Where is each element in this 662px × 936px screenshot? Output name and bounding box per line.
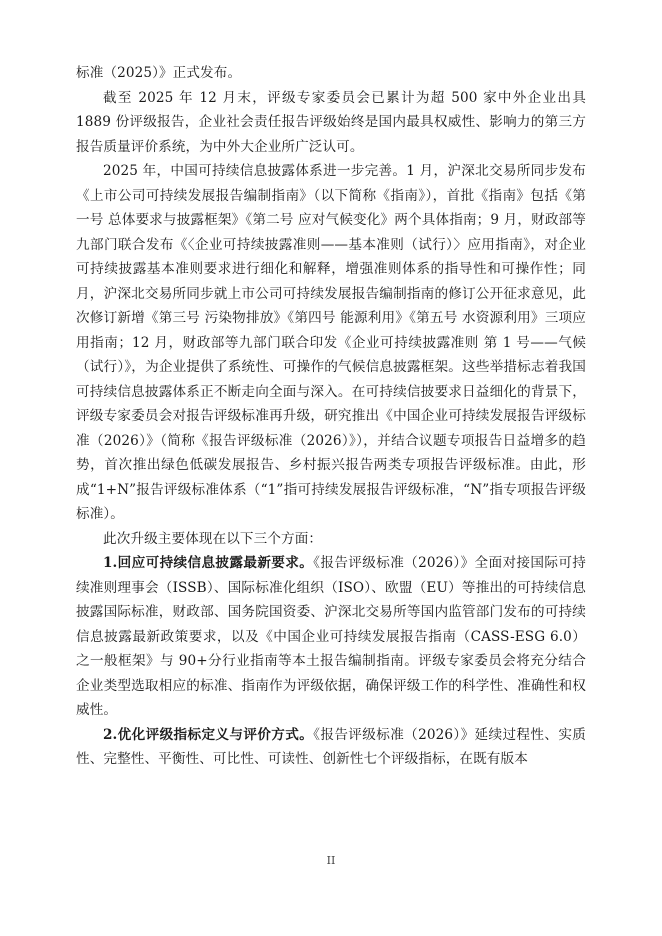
paragraph-disclosure-system	[76, 159, 586, 527]
paragraph-text: 《报告评级标准（2026）》全面对接国际可持续准则理事会（ISSB）、国际标准化组织（ISO）、欧盟（EU）等推出的可持续信息披露国际标准，财政部、国务院国资委、沪深北交易所等国内监管部门发布的可持续信息披露最新政策要求，以及《中国企业可持续发展报告指南（CASS-ESG 6.0）之一般框架》与 90+分行业指南等本土报告编制指南。评级专家委员会将充分结合企业类型选取相应的标准、指南作为评级依据，确保评级工作的科学性、准确性和权威性。	[76, 555, 586, 718]
paragraph-text: 截至 2025 年 12 月末，评级专家委员会已累计为超 500 家中外企业出具 1889 份评级报告，企业社会责任报告评级始终是国内最具权威性、影响力的第三方报告质量评价系统，为中外大企业所广泛认可。	[76, 89, 586, 155]
paragraph-continuation	[76, 61, 586, 86]
point-heading: 2.优化评级指标定义与评价方式。	[103, 726, 314, 743]
point-heading: 1.回应可持续信息披露最新要求。	[103, 555, 314, 571]
paragraph-text: 《报告评级标准（2026）》延续过程性、实质性、完整性、平衡性、可比性、可读性、创新性七个评级指标，在既有版本	[76, 726, 586, 767]
paragraph-text: 标准（2025）》正式发布。	[76, 65, 242, 81]
paragraph-text: 2025 年，中国可持续信息披露体系进一步完善。1 月，沪深北交易所同步发布《上市公司可持续发展报告编制指南》（以下简称《指南》），首批《指南》包括《第一号 总体要求与披露框架》《第二号 应对气候变化》两个具体指南；9 月，财政部等九部门联合发布《〈企业可持续披露准则——基本准则（试行）〉应用指南》，对企业可持续披露基本准则要求进行细化和解释，增强准则体系的指导性和可操作性；同月，沪深北交易所同步就上市公司可持续发展报告编制指南的修订公开征求意见，此次修订新增《第三号 污染物排放》《第四号 能源利用》《第五号 水资源利用》三项应用指南；12 月，财政部等九部门联合印发《企业可持续披露准则 第 1 号——气候（试行）》，为企业提供了系统性、可操作的气候信息披露框架。这些举措标志着我国可持续信息披露体系正不断走向全面与深入。在可持续信披要求日益细化的背景下，评级专家委员会对报告评级标准再升级，研究推出《中国企业可持续发展报告评级标准（2026）》（简称《报告评级标准（2026）》），并结合议题专项报告日益增多的趋势，首次推出绿色低碳发展报告、乡村振兴报告两类专项报告评级标准。由此，形成“1+N”报告评级标准体系（“1”指可持续发展报告评级标准，“N”指专项报告评级标准）。	[76, 163, 586, 522]
paragraph-upgrade-intro	[76, 527, 586, 552]
document-body	[76, 61, 586, 772]
paragraph-rating-count	[76, 86, 586, 160]
paragraph-point-2	[76, 723, 586, 772]
paragraph-text: 此次升级主要体现在以下三个方面：	[103, 530, 323, 547]
paragraph-point-1	[76, 551, 586, 723]
page-number: II	[326, 854, 336, 867]
